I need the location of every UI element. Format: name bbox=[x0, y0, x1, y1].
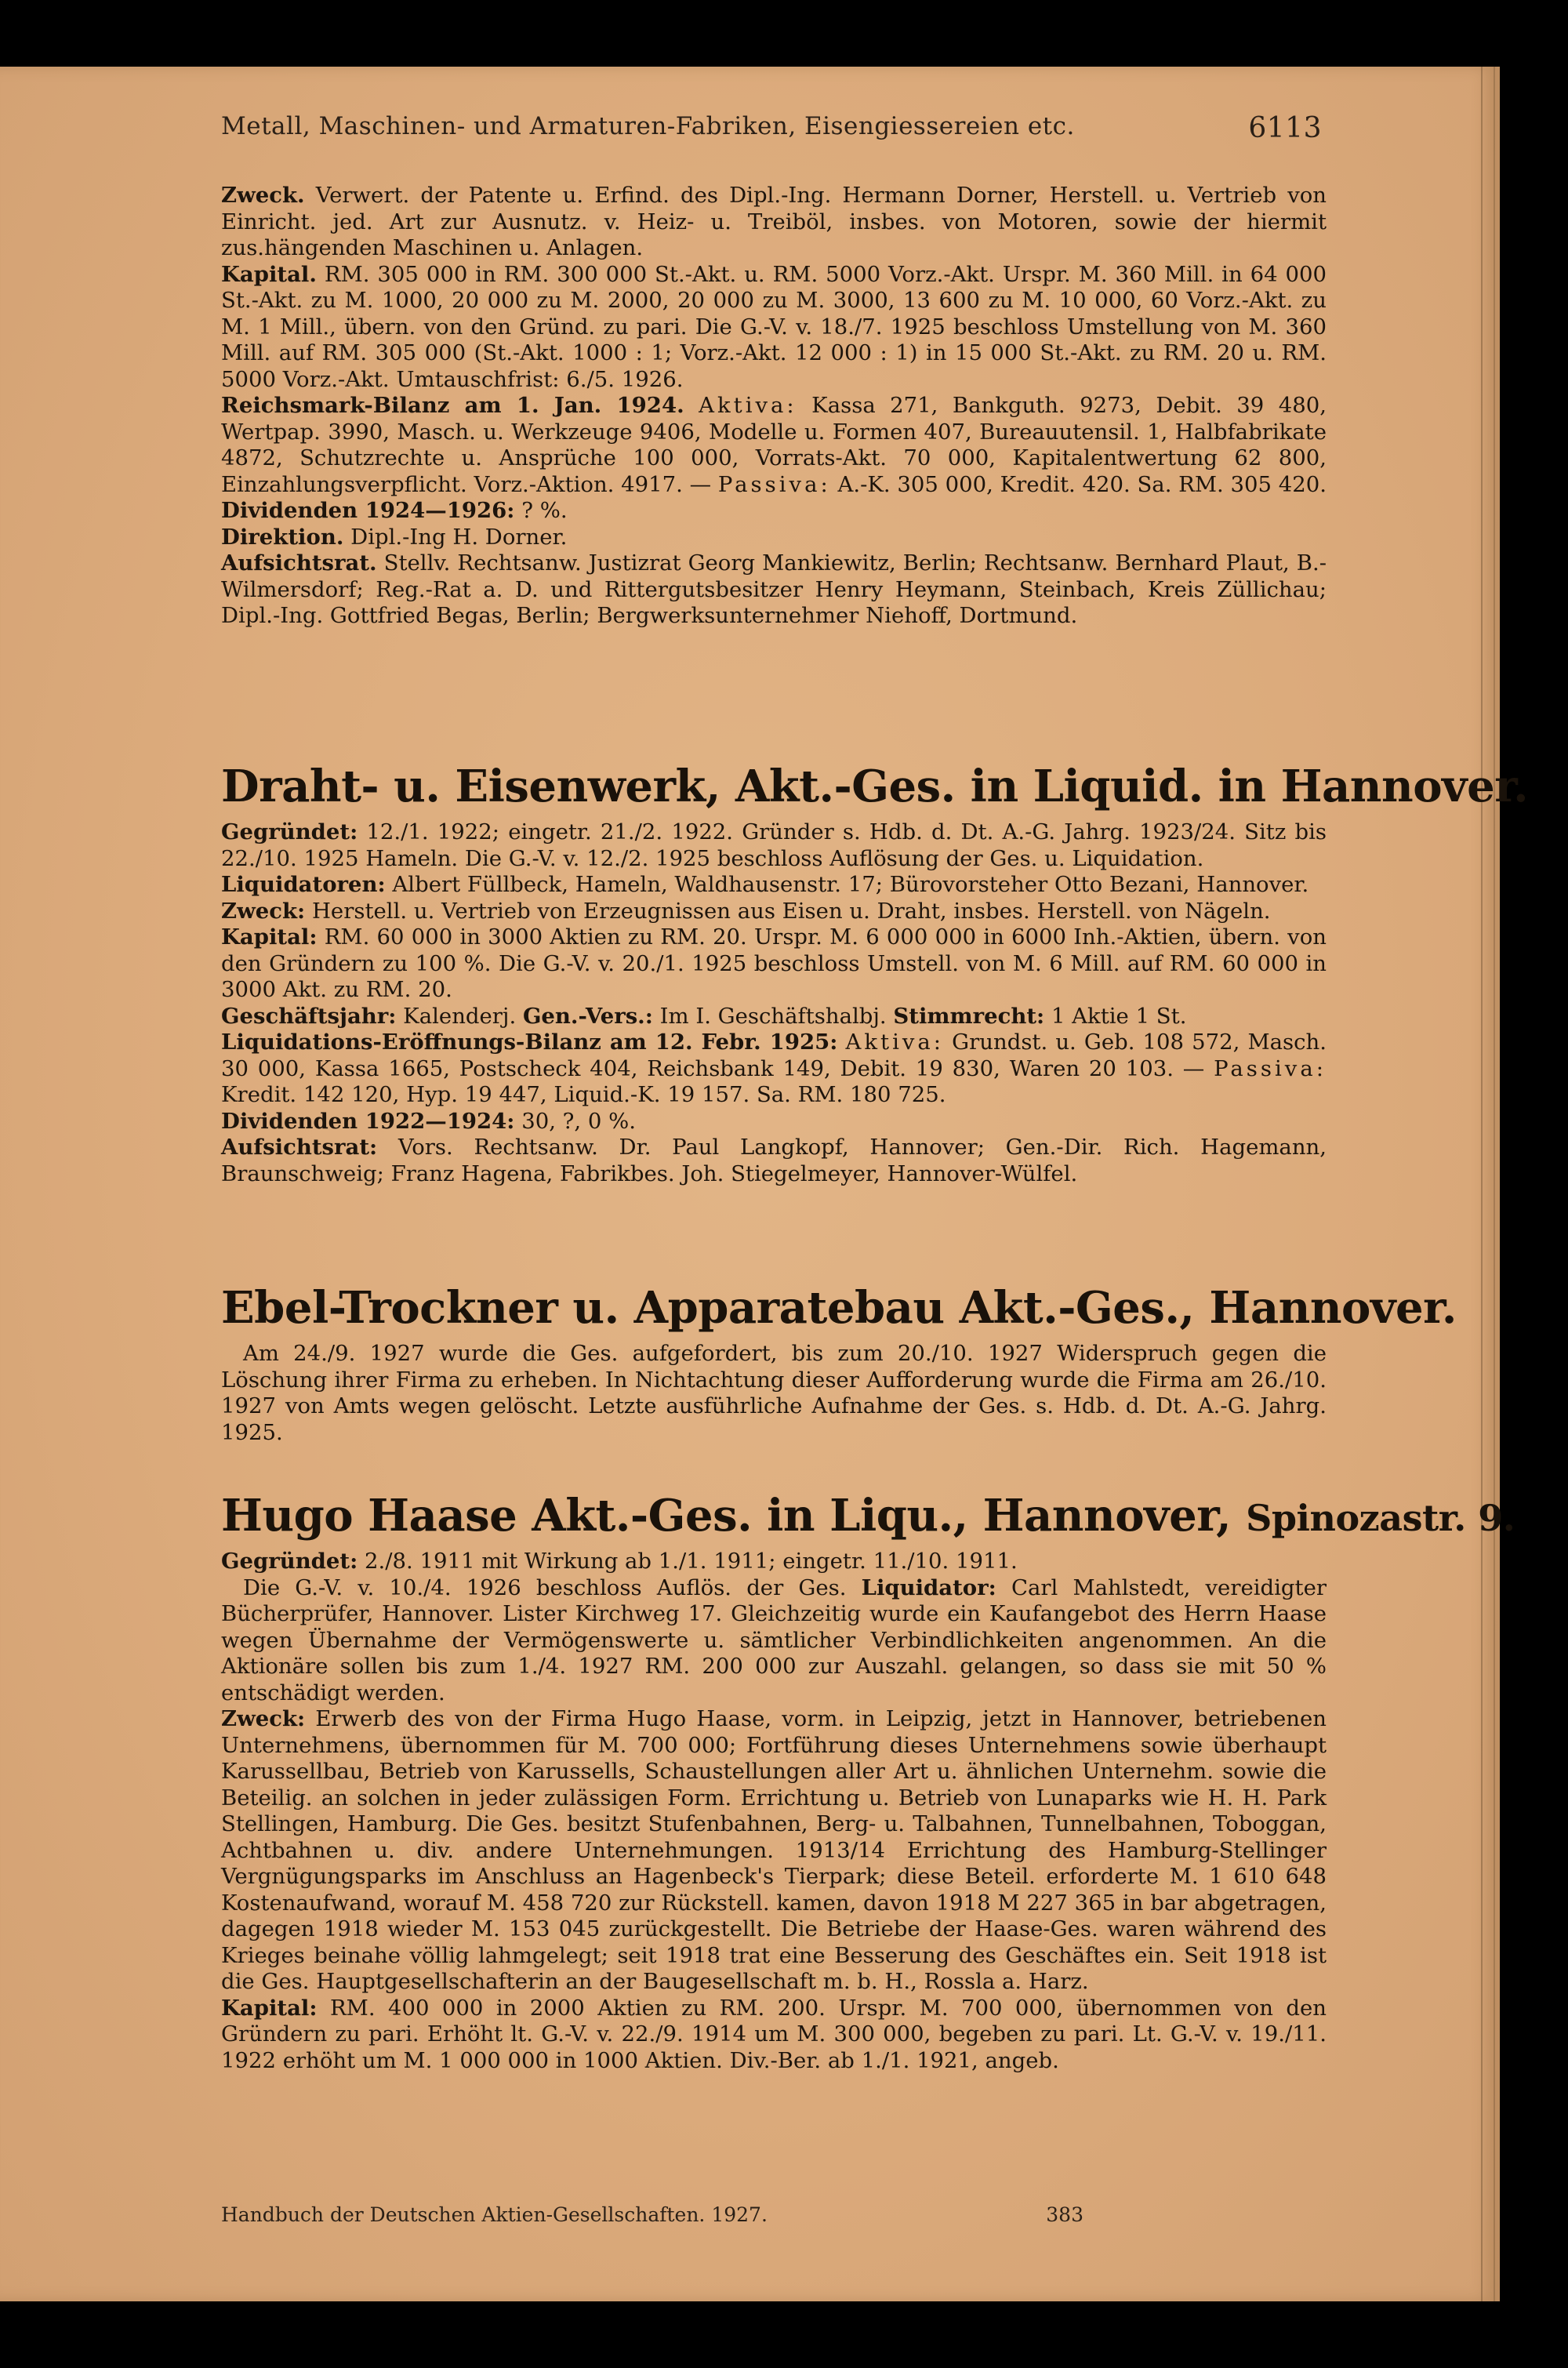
entry-paragraph: Zweck: Erwerb des von der Firma Hugo Haase, vorm. in Leipzig, jetzt in Hannover, betriebenen Unternehmens, übernommen für M. 700 000; Fortführung dieses Unternehmens sowie überhaupt Karussellbau, Betrieb von Karussells, Schaustellungen aller Art u. ähnlichen Unternehm. sowie die Beteilig. an solchen in jeder zulässigen Form. Errichtung u. Betrieb von Lunaparks wie H. H. Park Stellingen, Hamburg. Die Ges. besitzt Stufenbahnen, Berg- u. Talbahnen, Tunnelbahnen, Toboggan, Achtbahnen u. div. andere Unternehmungen. 1913/14 Errichtung des Hamburg-Stellinger Vergnügungsparks im Anschluss an Hagenbeck's Tierpark; diese Beteil. erforderte M. 1 610 648 Kostenaufwand, worauf M. 458 720 zur Rückstell. kamen, davon 1918 M 227 365 in bar abgetragen, dagegen 1918 wieder M. 153 045 zurückgestellt. Die Betriebe der Haase-Ges. waren während des Krieges beinahe völlig lahmgelegt; seit 1918 trat eine Besserung des Geschäftes ein. Seit 1918 ist die Ges. Hauptgesellschafterin an der Baugesellschaft m. b. H., Rossla a. Harz. bbox=[221, 1706, 1327, 1994]
entry-paragraph: Zweck. Verwert. der Patente u. Erfind. des Dipl.-Ing. Hermann Dorner, Herstell. u. Vertrieb von Einricht. jed. Art zur Ausnutz. v. Heiz- u. Treiböl, insbes. von Motoren, sowie der hiermit zus.hängenden Maschinen u. Anlagen. bbox=[221, 183, 1327, 260]
entry-paragraph: Kapital: RM. 60 000 in 3000 Aktien zu RM. 20. Urspr. M. 6 000 000 in 6000 Inh.-Aktien, übern. von den Gründern zu 100 %. Die G.-V. v. 20./1. 1925 beschloss Umstell. von M. 6 Mill. auf RM. 60 000 in 3000 Akt. zu RM. 20. bbox=[221, 924, 1327, 1002]
entry-paragraph: Gegründet: 12./1. 1922; eingetr. 21./2. 1922. Gründer s. Hdb. d. Dt. A.-G. Jahrg. 1923/24. Sitz bis 22./10. 1925 Hameln. Die G.-V. v. 12./2. 1925 beschloss Auflösung der Ges. u. Liquidation. bbox=[221, 819, 1327, 871]
entry-hugo-haase bbox=[221, 1549, 1327, 2074]
footer-signature: 383 bbox=[1046, 2203, 1083, 2226]
entry-paragraph: Zweck: Herstell. u. Vertrieb von Erzeugnissen aus Eisen u. Draht, insbes. Herstell. von Nägeln. bbox=[221, 898, 1271, 924]
footer-source: Handbuch der Deutschen Aktien-Gesellschaften. 1927. bbox=[221, 2203, 768, 2226]
entry-paragraph: Reichsmark-Bilanz am 1. Jan. 1924. Aktiva: Kassa 271, Bankguth. 9273, Debit. 39 480, Wertpap. 3990, Masch. u. Werkzeuge 9406, Modelle u. Formen 407, Bureauutensil. 1, Halbfabrikate 4872, Schutzrechte u. Ansprüche 100 000, Vorrats-Akt. 70 000, Kapitalentwertung 62 800, Einzahlungsverpflicht. Vorz.-Aktion. 4917. — Passiva: A.-K. 305 000, Kredit. 420. Sa. RM. 305 420. bbox=[221, 393, 1327, 497]
entry-paragraph: Am 24./9. 1927 wurde die Ges. aufgefordert, bis zum 20./10. 1927 Widerspruch gegen die Löschung ihrer Firma zu erheben. In Nichtachtung dieser Aufforderung wurde die Firma am 26./10. 1927 von Amts wegen gelöscht. Letzte ausführliche Aufnahme der Ges. s. Hdb. d. Dt. A.-G. Jahrg. 1925. bbox=[221, 1341, 1327, 1445]
entry-paragraph: Die G.-V. v. 10./4. 1926 beschloss Auflös. der Ges. Liquidator: Carl Mahlstedt, vereidigter Bücherprüfer, Hannover. Lister Kirchweg 17. Gleichzeitig wurde ein Kaufangebot des Herrn Haase wegen Übernahme der Vermögenswerte u. sämtlicher Verbindlichkeiten angenommen. An die Aktionäre sollen bis zum 1./4. 1927 RM. 200 000 zur Auszahl. gelangen, so dass sie mit 50 % entschädigt werden. bbox=[221, 1574, 1327, 1705]
page-edge bbox=[1481, 67, 1495, 2301]
book-page bbox=[0, 67, 1529, 2301]
entry-heading-address: Spinozastr. 9. bbox=[1246, 1497, 1515, 1539]
entry-paragraph: Dividenden 1922—1924: 30, ?, 0 %. bbox=[221, 1108, 637, 1134]
entry-paragraph: Kapital. RM. 305 000 in RM. 300 000 St.-Akt. u. RM. 5000 Vorz.-Akt. Urspr. M. 360 Mill. in 64 000 St.-Akt. zu M. 1000, 20 000 zu M. 2000, 20 000 zu M. 3000, 13 600 zu M. 10 000, 60 Vorz.-Akt. zu M. 1 Mill., übern. von den Gründ. zu pari. Die G.-V. v. 18./7. 1925 beschloss Umstellung von M. 360 Mill. auf RM. 305 000 (St.-Akt. 1000 : 1; Vorz.-Akt. 12 000 : 1) in 15 000 St.-Akt. zu RM. 20 u. RM. 5000 Vorz.-Akt. Umtauschfrist: 6./5. 1926. bbox=[221, 261, 1327, 392]
entry-paragraph: Direktion. Dipl.-Ing H. Dorner. bbox=[221, 524, 568, 550]
running-head-title: Metall, Maschinen- und Armaturen-Fabriken, Eisengiessereien etc. bbox=[221, 112, 1075, 140]
entry-heading: Draht- u. Eisenwerk, Akt.-Ges. in Liquid. in Hannover. bbox=[221, 761, 1529, 812]
entry-ebel-trockner bbox=[221, 1341, 1327, 1446]
entry-paragraph: Aufsichtsrat: Vors. Rechtsanw. Dr. Paul Langkopf, Hannover; Gen.-Dir. Rich. Hagemann, Braunschweig; Franz Hagena, Fabrikbes. Joh. Stiegelmeyer, Hannover-Wülfel. bbox=[221, 1135, 1327, 1186]
entry-dorner-continuation bbox=[221, 183, 1327, 630]
entry-heading: Hugo Haase Akt.-Ges. in Liqu., Hannover, Spinozastr. 9. bbox=[221, 1490, 1515, 1542]
page-number: 6113 bbox=[1248, 112, 1322, 144]
entry-draht-eisenwerk bbox=[221, 819, 1327, 1187]
entry-paragraph: Gegründet: 2./8. 1911 mit Wirkung ab 1./1. 1911; eingetr. 11./10. 1911. bbox=[221, 1549, 1018, 1574]
entry-paragraph: Liquidatoren: Albert Füllbeck, Hameln, Waldhausenstr. 17; Bürovorsteher Otto Bezani, Hannover. bbox=[221, 872, 1309, 897]
entry-paragraph: Geschäftsjahr: Kalenderj. Gen.-Vers.: Im I. Geschäftshalbj. Stimmrecht: 1 Aktie 1 St. bbox=[221, 1003, 1187, 1029]
page-footer bbox=[221, 2203, 1083, 2226]
entry-paragraph: Kapital: RM. 400 000 in 2000 Aktien zu RM. 200. Urspr. M. 700 000, übernommen von den Gründern zu pari. Erhöht lt. G.-V. v. 22./9. 1914 um M. 300 000, begeben zu pari. Lt. G.-V. v. 19./11. 1922 erhöht um M. 1 000 000 in 1000 Aktien. Div.-Ber. ab 1./1. 1921, angeb. bbox=[221, 1995, 1327, 2073]
running-head bbox=[221, 112, 1327, 144]
entry-paragraph: Dividenden 1924—1926: ? %. bbox=[221, 498, 568, 523]
entry-paragraph: Liquidations-Eröffnungs-Bilanz am 12. Febr. 1925: Aktiva: Grundst. u. Geb. 108 572, Masch. 30 000, Kassa 1665, Postscheck 404, Reichsbank 149, Debit. 19 830, Waren 20 103. — Passiva: Kredit. 142 120, Hyp. 19 447, Liquid.-K. 19 157. Sa. RM. 180 725. bbox=[221, 1030, 1327, 1107]
entry-paragraph: Aufsichtsrat. Stellv. Rechtsanw. Justizrat Georg Mankiewitz, Berlin; Rechtsanw. Bernhard Plaut, B.-Wilmersdorf; Reg.-Rat a. D. und Rittergutsbesitzer Henry Heymann, Steinbach, Kreis Züllichau; Dipl.-Ing. Gottfried Begas, Berlin; Bergwerksunternehmer Niehoff, Dortmund. bbox=[221, 550, 1327, 628]
entry-heading: Ebel-Trockner u. Apparatebau Akt.-Ges., Hannover. bbox=[221, 1282, 1457, 1334]
